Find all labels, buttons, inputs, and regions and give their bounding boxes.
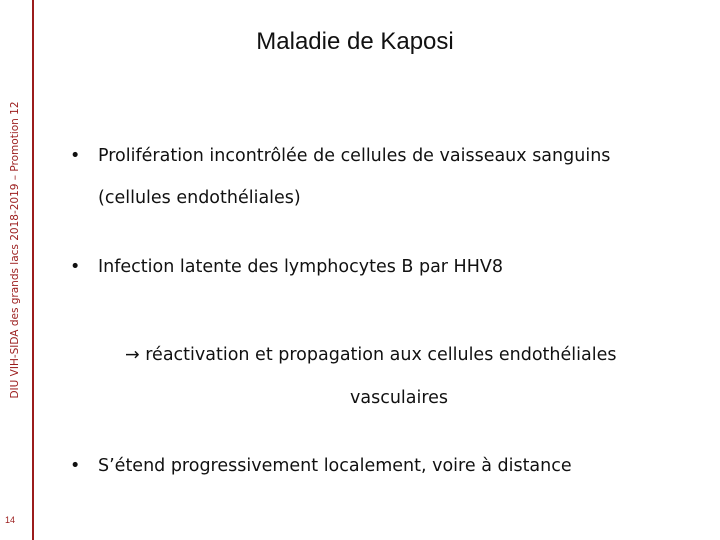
page-number: 14 <box>4 515 15 525</box>
bullet-text: Prolifération incontrôlée de cellules de vaisseaux sanguins <box>98 146 611 166</box>
bullet-text: S’étend progressivement localement, voire à distance <box>98 456 572 476</box>
sidebar-divider <box>32 0 34 540</box>
arrow-note <box>125 345 616 365</box>
bullet-text: Infection latente des lymphocytes B par HHV8 <box>98 257 503 277</box>
arrow-note-continuation: vasculaires <box>350 388 449 408</box>
bullet-dot: • <box>70 456 81 476</box>
slide-title: Maladie de Kaposi <box>256 28 454 55</box>
bullet-dot: • <box>70 146 81 166</box>
bullet-text-continuation: (cellules endothéliales) <box>98 188 301 208</box>
arrow-icon: → <box>125 345 140 365</box>
bullet-dot: • <box>70 257 81 277</box>
sidebar-course-label: DIU VIH-SIDA des grands lacs 2018-2019 – Promotion 12 <box>9 101 21 399</box>
sidebar <box>0 0 33 540</box>
arrow-note-text: réactivation et propagation aux cellules endothéliales <box>145 345 617 365</box>
